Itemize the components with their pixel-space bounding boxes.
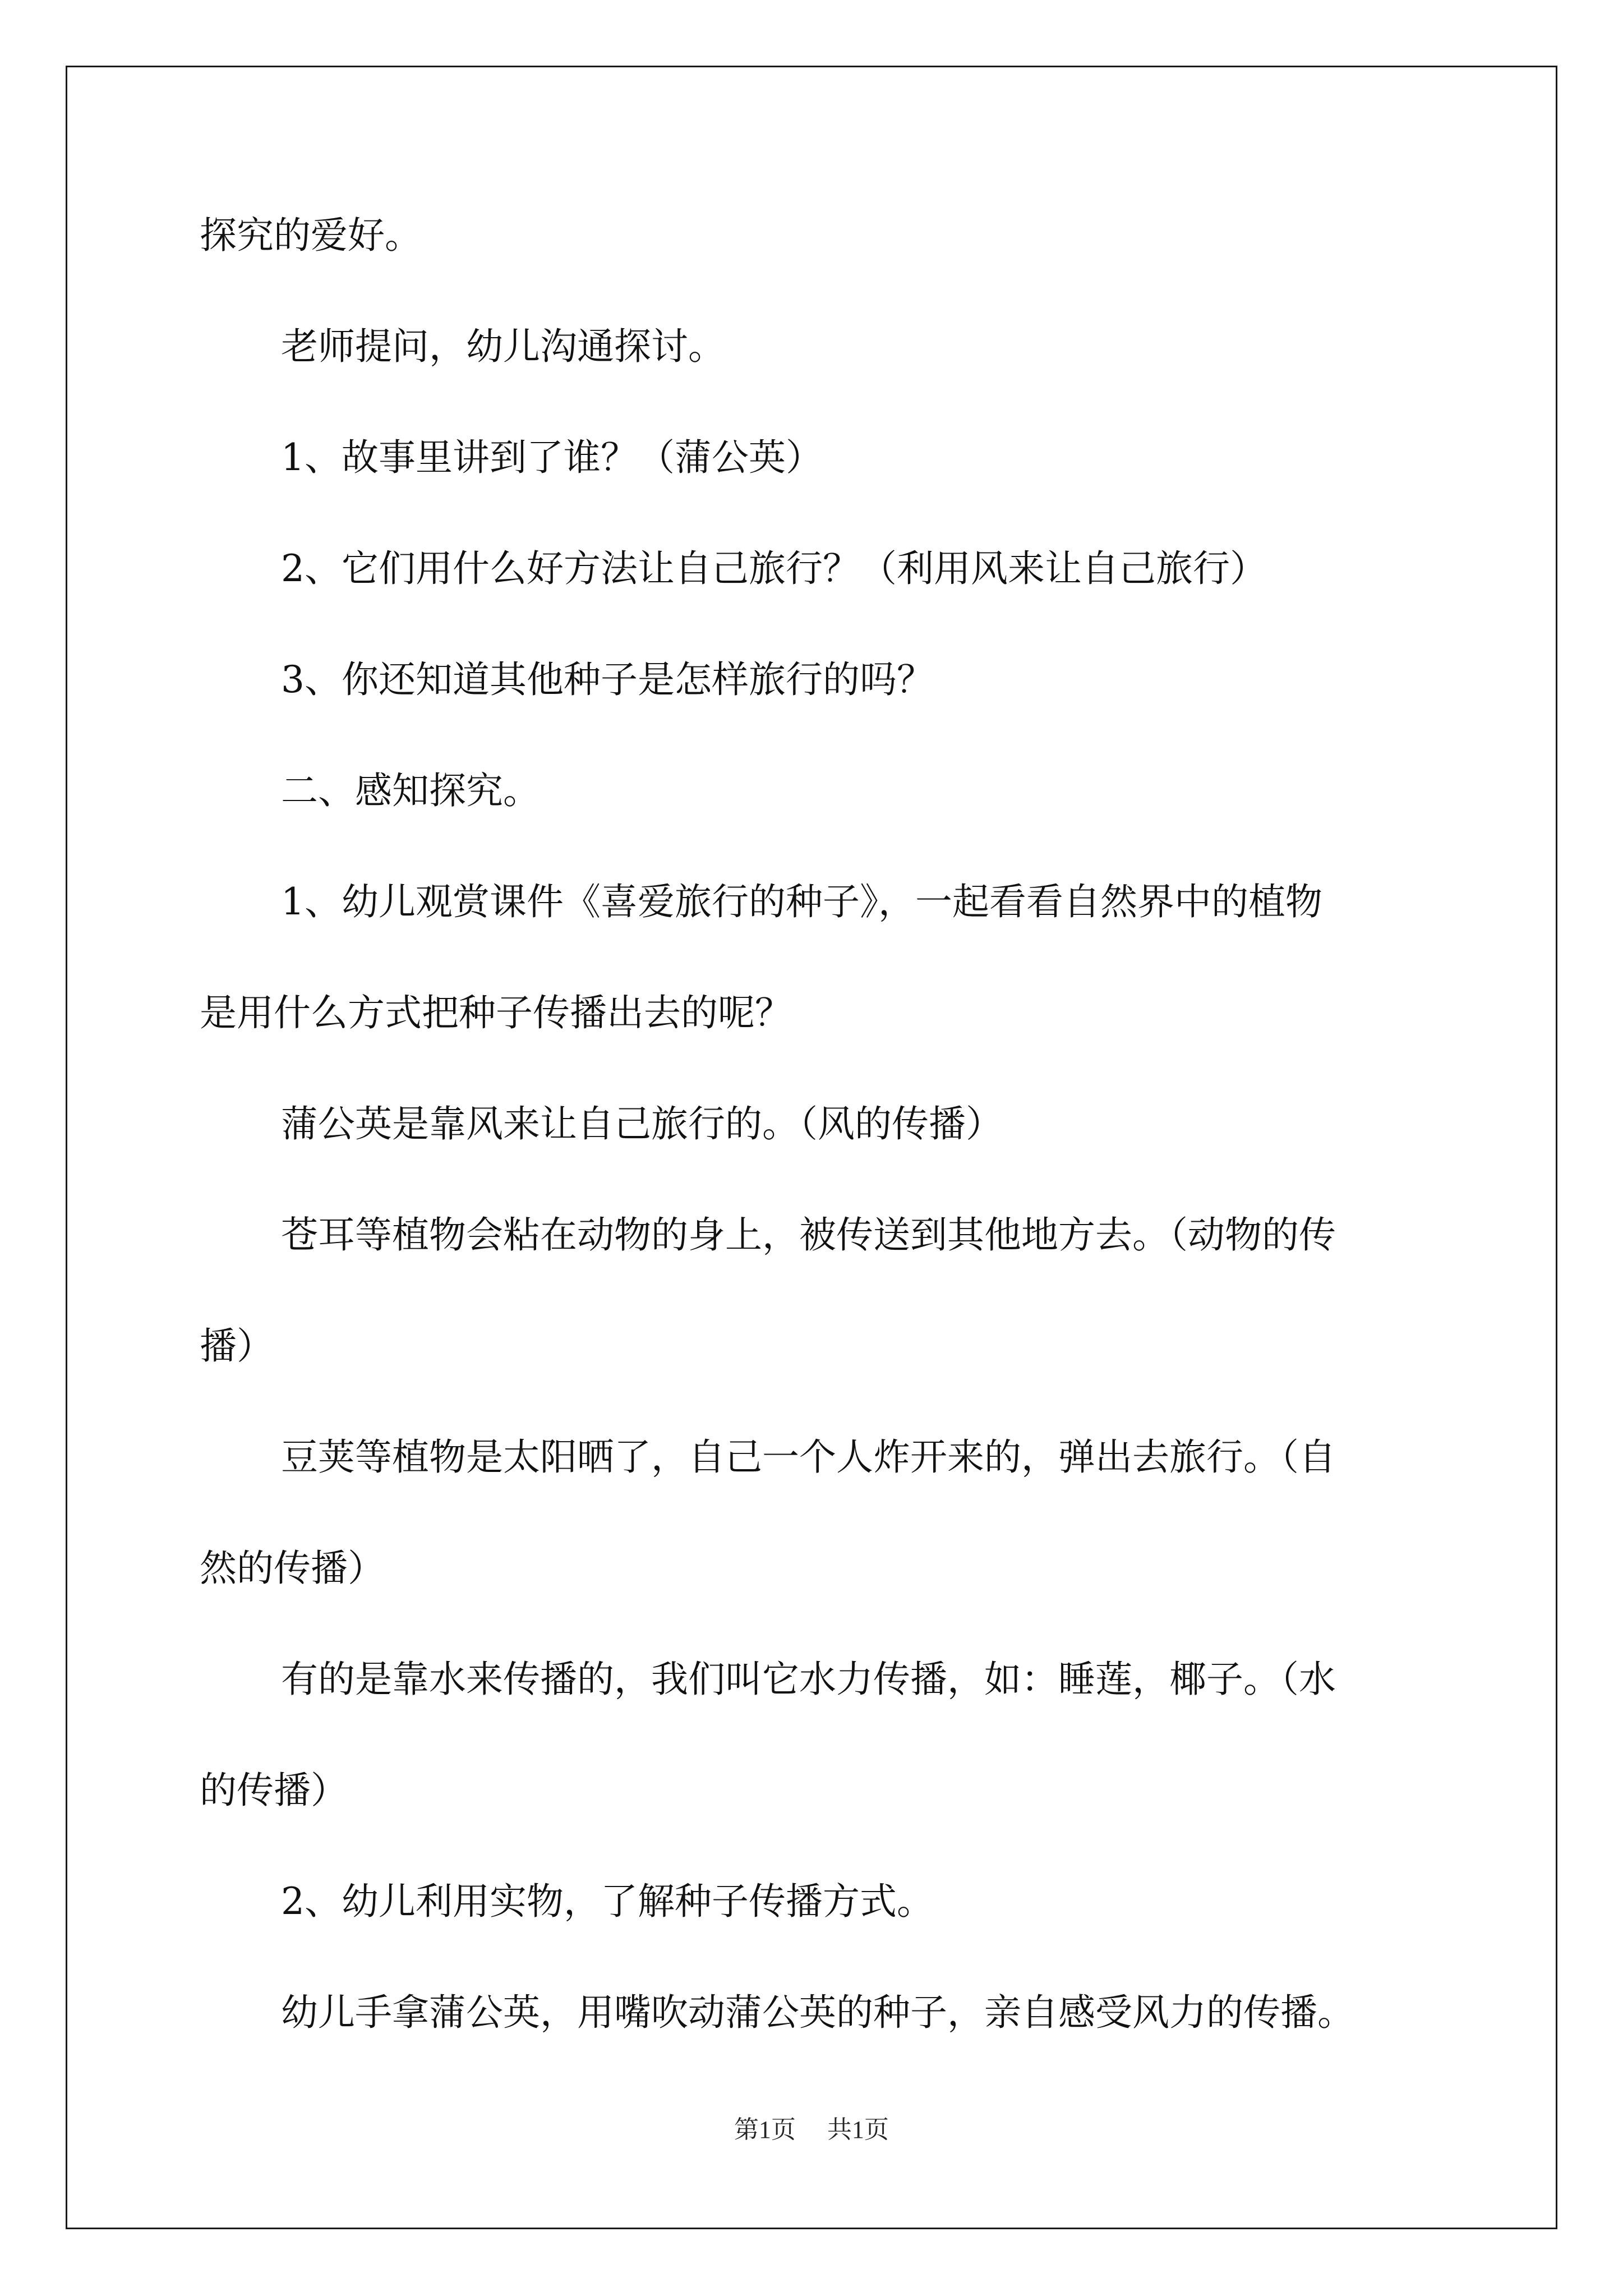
- paragraph-line: 探究的爱好。: [200, 214, 422, 257]
- paragraph-line: 然的传播）: [200, 1547, 385, 1590]
- paragraph-line: 有的是靠水来传播的，我们叫它水力传播，如：睡莲，椰子。（水: [281, 1658, 1336, 1701]
- paragraph-line: 豆荚等植物是太阳晒了，自己一个人炸开来的，弹出去旅行。（自: [281, 1435, 1336, 1479]
- section-heading: 二、感知探究。: [281, 769, 540, 812]
- paragraph-line: 3、你还知道其他种子是怎样旅行的吗？: [281, 658, 934, 701]
- paragraph-line: 老师提问，幼儿沟通探讨。: [281, 325, 725, 368]
- paragraph-line: 幼儿手拿蒲公英，用嘴吹动蒲公英的种子，亲自感受风力的传播。: [281, 1991, 1354, 2034]
- page-footer: [0, 2109, 1623, 2145]
- page-number: 第1页: [734, 2116, 796, 2143]
- paragraph-line: 苍耳等植物会粘在动物的身上，被传送到其他地方去。（动物的传: [281, 1213, 1336, 1257]
- paragraph-line: 1、故事里讲到了谁？（蒲公英）: [281, 436, 823, 479]
- page-total: 共1页: [827, 2116, 889, 2143]
- paragraph-line: 是用什么方式把种子传播出去的呢？: [200, 991, 792, 1034]
- paragraph-line: 2、幼儿利用实物，了解种子传播方式。: [281, 1880, 934, 1923]
- paragraph-line: 的传播）: [200, 1769, 348, 1812]
- paragraph-line: 2、它们用什么好方法让自己旅行？（利用风来让自己旅行）: [281, 547, 1267, 590]
- paragraph-line: 蒲公英是靠风来让自己旅行的。（风的传播）: [281, 1102, 1003, 1145]
- paragraph-line: 播）: [200, 1324, 274, 1368]
- paragraph-line: 1、幼儿观赏课件《喜爱旅行的种子》，一起看看自然界中的植物: [281, 880, 1322, 923]
